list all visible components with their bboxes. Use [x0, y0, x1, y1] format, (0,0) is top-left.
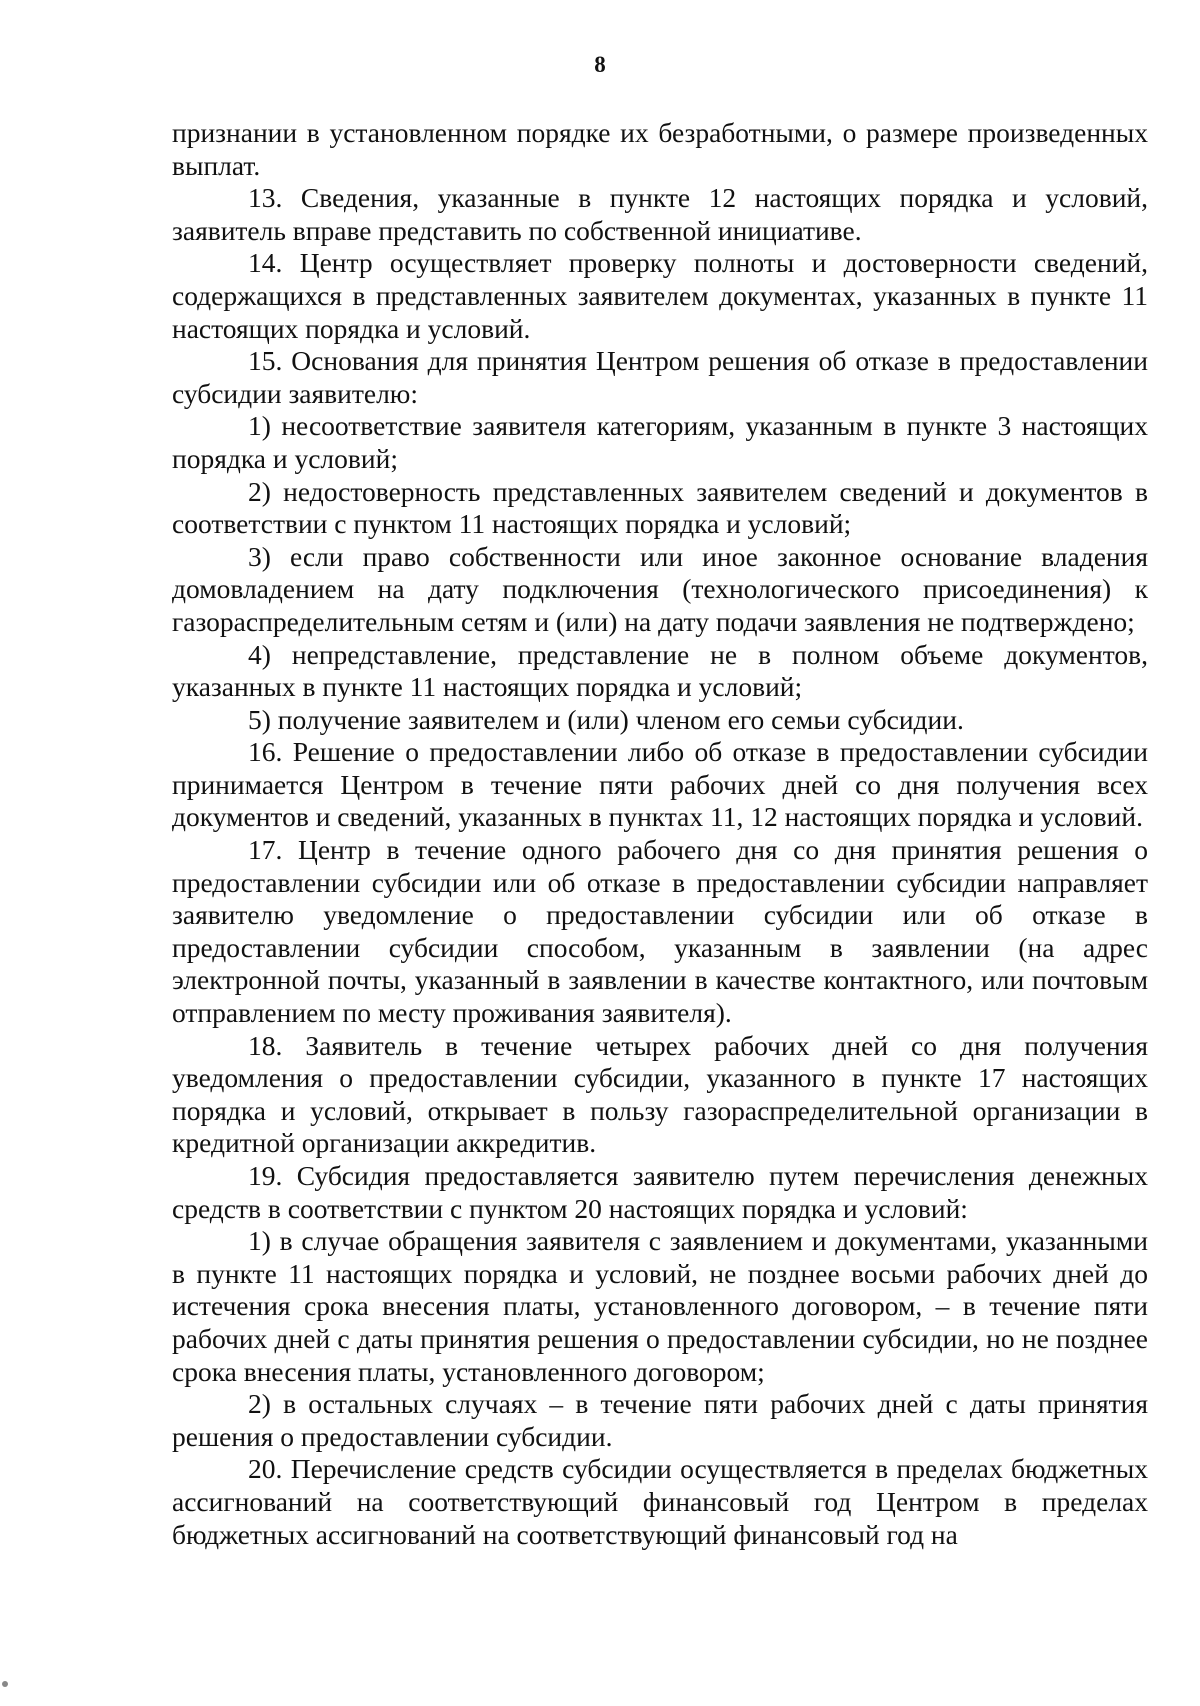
paragraph-16: 16. Решение о предоставлении либо об отказе в предоставлении субсидии принимается Центром в течение пяти рабочих дней со дня получения всех документов и сведений, указанных в пунктах 11, 12 настоящих порядка и условий. — [172, 736, 1148, 833]
document-text — [172, 117, 1148, 1551]
paragraph-19: 19. Субсидия предоставляется заявителю путем перечисления денежных средств в соответствии с пунктом 20 настоящих порядка и условий: — [172, 1160, 1148, 1224]
paragraph-15-item-5: 5) получение заявителем и (или) членом его семьи субсидии. — [248, 703, 964, 735]
paragraph-19-item-2: 2) в остальных случаях – в течение пяти рабочих дней с даты принятия решения о предоставлении субсидии. — [172, 1388, 1148, 1452]
page-number: 8 — [594, 52, 606, 77]
scan-speck — [2, 1681, 8, 1687]
paragraph-18: 18. Заявитель в течение четырех рабочих дней со дня получения уведомления о предоставлении субсидии, указанного в пункте 17 настоящих порядка и условий, открывает в пользу газораспределительной организации в кредитной организации аккредитив. — [172, 1029, 1148, 1159]
paragraph-15-item-2: 2) недостоверность представленных заявителем сведений и документов в соответствии с пунктом 11 настоящих порядка и условий; — [172, 475, 1148, 540]
paragraph-15-item-1: 1) несоответствие заявителя категориям, указанным в пункте 3 настоящих порядка и условий; — [172, 410, 1148, 474]
paragraph-20: 20. Перечисление средств субсидии осуществляется в пределах бюджетных ассигнований на соответствующий финансовый год Центром в пределах бюджетных ассигнований на соответствующий финансовый год на — [172, 1453, 1148, 1550]
paragraph-13: 13. Сведения, указанные в пункте 12 настоящих порядка и условий, заявитель вправе представить по собственной инициативе. — [172, 182, 1148, 246]
paragraph-17: 17. Центр в течение одного рабочего дня со дня принятия решения о предоставлении субсидии или об отказе в предоставлении субсидии направляет заявителю уведомление о предоставлении субсидии или об отказе в предоставлении субсидии способом, указанным в заявлении (на адрес электронной почты, указанный в заявлении в качестве контактного, или почтовым отправлением по месту проживания заявителя). — [172, 834, 1148, 1029]
paragraph-15-item-3: 3) если право собственности или иное законное основание владения домовладением на дату подключения (технологического присоединения) к газораспределительным сетям и (или) на дату подачи заявления не подтверждено; — [172, 540, 1148, 637]
paragraph-14: 14. Центр осуществляет проверку полноты и достоверности сведений, содержащихся в представленных заявителем документах, указанных в пункте 11 настоящих порядка и условий. — [172, 247, 1148, 344]
paragraph-continuation: признании в установленном порядке их безработными, о размере произведенных выплат. — [172, 117, 1148, 181]
paragraph-19-item-1: 1) в случае обращения заявителя с заявлением и документами, указанными в пункте 11 настоящих порядка и условий, не позднее восьми рабочих дней до истечения срока внесения платы, установленного договором, – в течение пяти рабочих дней с даты принятия решения о предоставлении субсидии, но не позднее срока внесения платы, установленного договором; — [172, 1225, 1148, 1387]
paragraph-15: 15. Основания для принятия Центром решения об отказе в предоставлении субсидии заявителю: — [172, 345, 1148, 409]
paragraph-15-item-4: 4) непредставление, представление не в полном объеме документов, указанных в пункте 11 настоящих порядка и условий; — [172, 638, 1148, 703]
